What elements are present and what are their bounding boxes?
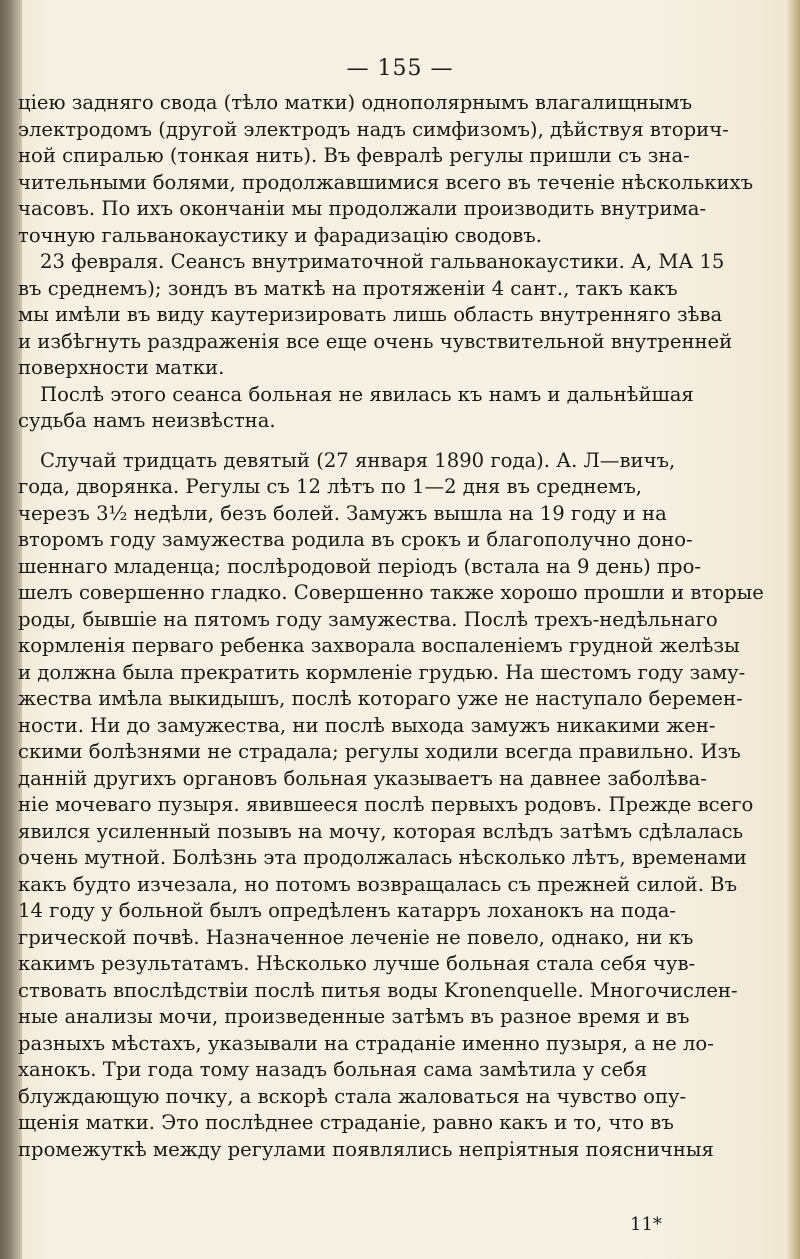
case-heading-line: Случай тридцать девятый (27 января 1890 года). А. Л—вичъ,: [40, 448, 676, 472]
text-line: шелъ совершенно гладко. Совершенно также хорошо прошли и вторые: [18, 581, 764, 604]
text-line: шеннаго младенца; послѣродовой періодъ (встала на 9 день) про-: [18, 554, 701, 578]
text-line: въ среднемъ); зондъ въ маткѣ на протяженіи 4 сант., такъ какъ: [18, 276, 678, 300]
text-line: ніе мочеваго пузыря. явившееся послѣ первыхъ родовъ. Прежде всего: [18, 793, 754, 816]
text-line: 23 февраля. Сеансъ внутриматочной гальванокаустики. А, МА 15: [40, 250, 725, 273]
paragraph-gap: [18, 435, 778, 448]
text-line: разныхъ мѣстахъ, указывали на страданіе именно пузыря, а не ло-: [18, 1031, 714, 1055]
text-line: роды, бывшіе на пятомъ году замужества. Послѣ трехъ-недѣльнаго: [18, 607, 718, 631]
text-line: щенія матки. Это послѣднее страданіе, равно какъ и то, что въ: [18, 1111, 674, 1134]
text-line: какимъ результатамъ. Нѣсколько лучше больная стала себя чув-: [18, 952, 696, 975]
text-line: блуждающую почку, а вскорѣ стала жаловаться на чувство опу-: [18, 1084, 687, 1108]
text-line: часовъ. По ихъ окончаніи мы продолжали производить внутрима-: [18, 197, 707, 220]
text-line: грической почвѣ. Назначенное леченіе не повело, однако, ни къ: [18, 925, 694, 949]
text-line: чительными болями, продолжавшимися всего въ теченіе нѣсколькихъ: [18, 170, 754, 194]
signature-mark: 11*: [630, 1214, 662, 1235]
text-line: ные анализы мочи, произведенные затѣмъ въ разное время и въ: [18, 1005, 690, 1028]
text-line: черезъ 3½ недѣли, безъ болей. Замужъ вышла на 19 году и на: [18, 501, 667, 525]
text-line: кормленія перваго ребенка захворала воспаленіемъ грудной желѣзы: [18, 634, 740, 657]
text-line: жества имѣла выкидышъ, послѣ котораго уже не наступало беремен-: [18, 687, 743, 710]
page-edge: [786, 0, 800, 1259]
paragraph-1: [18, 90, 778, 435]
text-line: скими болѣзнями не страдала; регулы ходили всегда правильно. Изъ: [18, 740, 741, 763]
text-line: мы имѣли въ виду каутеризировать лишь область внутренняго зѣва: [18, 303, 723, 326]
text-line: промежуткѣ между регулами появлялись непріятныя поясничныя: [18, 1137, 714, 1161]
text-line: явился усиленный позывъ на мочу, которая вслѣдъ затѣмъ сдѣлалась: [18, 819, 744, 843]
text-line: ности. Ни до замужества, ни послѣ выхода замужъ никакими жен-: [18, 713, 716, 737]
paragraph-2: [18, 448, 778, 1164]
text-line: 14 году у больной былъ опредѣленъ катарръ лоханокъ на пода-: [18, 899, 677, 922]
text-line: и должна была прекратить кормленіе грудью. На шестомъ году заму-: [18, 660, 746, 684]
text-line: ціею задняго свода (тѣло матки) однополярнымъ влагалищнымъ: [18, 91, 693, 114]
text-line: точную гальванокаустику и фарадизацію сводовъ.: [18, 223, 542, 247]
text-line: ствовать впослѣдствіи послѣ питья воды Kronenquelle. Многочислен-: [18, 978, 738, 1002]
text-line: поверхности матки.: [18, 356, 225, 379]
text-line: второмъ году замужества родила въ срокъ и благополучно доно-: [18, 528, 693, 551]
text-line: данній другихъ органовъ больная указываетъ на давнее заболѣва-: [18, 766, 707, 790]
text-line: ханокъ. Три года тому назадъ больная сама замѣтила у себя: [18, 1058, 648, 1081]
text-line: года, дворянка. Регулы съ 12 лѣтъ по 1—2 дня въ среднемъ,: [18, 475, 643, 498]
text-line: судьба намъ неизвѣстна.: [18, 409, 276, 432]
body-text: [18, 90, 778, 1163]
text-line: Послѣ этого сеанса больная не явилась къ намъ и дальнѣйшая: [40, 382, 694, 406]
text-line: и избѣгнуть раздраженія все еще очень чувствительной внутренней: [18, 329, 733, 353]
text-line: ной спиралью (тонкая нить). Въ февралѣ регулы пришли съ зна-: [18, 144, 690, 167]
text-line: какъ будто изчезала, но потомъ возвращалась съ прежней силой. Въ: [18, 872, 738, 896]
text-line: очень мутной. Болѣзнь эта продолжалась нѣсколько лѣтъ, временами: [18, 846, 747, 869]
page-number: — 155 —: [346, 56, 454, 81]
text-line: электродомъ (другой электродъ надъ симфизомъ), дѣйствуя вторич-: [18, 117, 729, 141]
